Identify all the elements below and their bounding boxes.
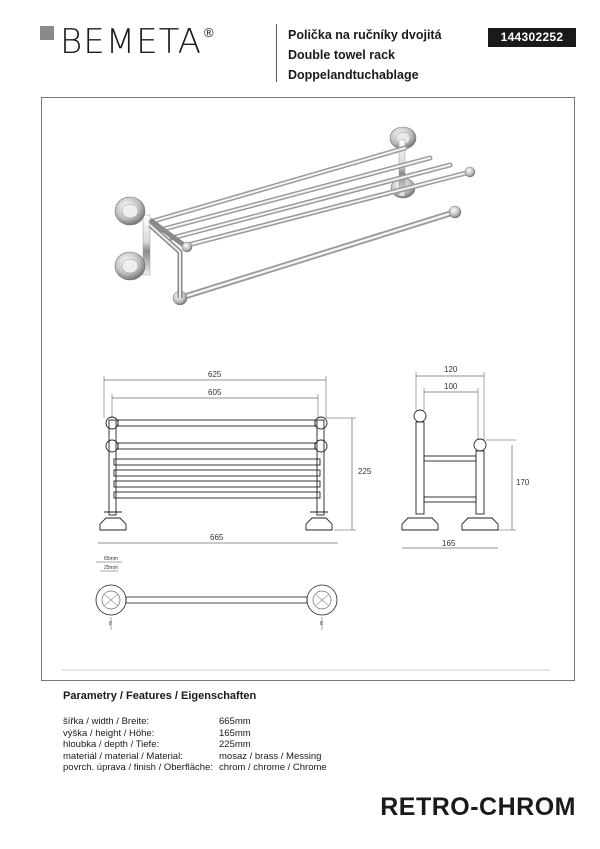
side-view-drawing <box>402 372 516 548</box>
model-name: RETRO-CHROM <box>380 793 576 821</box>
dim-605-label: 605 <box>208 388 222 397</box>
spec-value: 665mm <box>219 716 251 727</box>
features-list <box>63 716 327 774</box>
top-view-drawing <box>96 562 337 630</box>
dim-665-label: 665 <box>210 533 224 542</box>
spec-value: mosaz / brass / Messing <box>219 750 322 762</box>
dim-8-right-label: 8 <box>320 621 323 627</box>
spec-value: 225mm <box>219 739 251 750</box>
spec-row <box>63 728 327 740</box>
title-german: Doppelandtuchablage <box>288 68 419 82</box>
spec-row <box>63 716 327 728</box>
title-czech: Polička na ručníky dvojitá <box>288 28 442 42</box>
logo-text: BEMETA <box>60 22 202 62</box>
dim-100-label: 100 <box>444 382 458 391</box>
product-illustration <box>115 127 475 305</box>
dim-170-label: 170 <box>516 478 530 487</box>
spec-label: povrch. úprava / finish / Oberfläche: <box>63 762 213 773</box>
spec-label: materiál / material / Material: <box>63 750 183 762</box>
dim-625-label: 625 <box>208 370 222 379</box>
spec-label: šířka / width / Breite: <box>63 716 150 727</box>
dim-165-label: 165 <box>442 539 456 548</box>
top-shelf-rails <box>150 148 475 246</box>
dim-225-label: 225 <box>358 467 372 476</box>
spec-row <box>63 751 327 763</box>
spec-value: 165mm <box>219 727 251 739</box>
wall-bracket-left-bottom <box>115 252 145 280</box>
spec-row <box>63 739 327 751</box>
dim-25mm-label: 25mm <box>104 565 118 571</box>
spec-row <box>63 762 327 774</box>
features-title: Parametry / Features / Eigenschaften <box>63 690 257 702</box>
dim-8-left-label: 8 <box>109 621 112 627</box>
spec-label: výška / height / Höhe: <box>63 727 155 739</box>
dim-120-label: 120 <box>444 365 458 374</box>
spec-value: chrom / chrome / Chrome <box>219 762 327 773</box>
spec-label: hloubka / depth / Tiefe: <box>63 739 160 750</box>
dim-65mm-label: 65mm <box>104 556 118 562</box>
title-english: Double towel rack <box>288 48 395 62</box>
wall-bracket-left-top <box>115 197 145 225</box>
front-view-drawing <box>98 376 356 543</box>
registered-mark: ® <box>203 25 214 40</box>
product-code-badge: 144302252 <box>488 28 576 47</box>
lower-towel-bar <box>173 206 461 305</box>
